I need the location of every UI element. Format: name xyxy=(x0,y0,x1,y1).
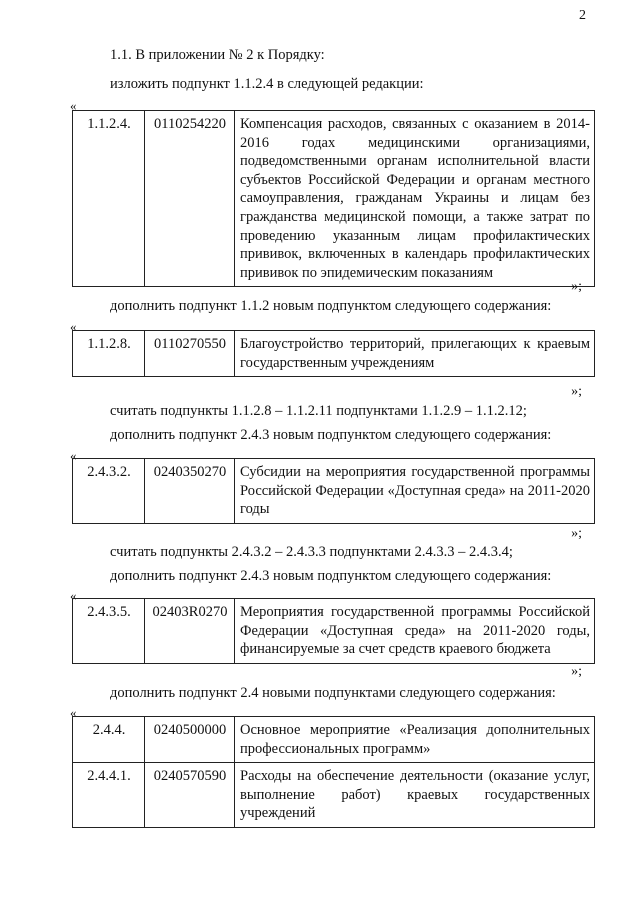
entry-table-2 xyxy=(72,330,595,377)
table-row xyxy=(73,599,595,664)
row-name: Субсидии на мероприятия государственной программы Российской Федерации «Доступная среда» на 2011-2020 годы xyxy=(235,459,595,524)
quote-close-1: »; xyxy=(571,279,582,294)
table-row xyxy=(73,459,595,524)
quote-close-6: »; xyxy=(571,664,582,679)
quote-open-2: « xyxy=(70,319,77,334)
quote-close-2: »; xyxy=(571,384,582,399)
row-code: 1.1.2.8. xyxy=(73,331,145,377)
instruction-5: считать подпункты 2.4.3.2 – 2.4.3.3 подпунктами 2.4.3.3 – 2.4.3.4; xyxy=(110,544,513,560)
row-code: 2.4.3.2. xyxy=(73,459,145,524)
row-kbk: 0240350270 xyxy=(145,459,235,524)
row-code: 2.4.3.5. xyxy=(73,599,145,664)
table-row xyxy=(73,717,595,763)
entry-table-4 xyxy=(72,458,595,524)
row-kbk: 0110254220 xyxy=(145,111,235,287)
row-name: Расходы на обеспечение деятельности (оказание услуг, выполнение работ) краевых государственных учреждений xyxy=(235,763,595,828)
page-number: 2 xyxy=(579,8,586,23)
quote-close-4: »; xyxy=(571,526,582,541)
row-name: Благоустройство территорий, прилегающих к краевым государственным учреждениям xyxy=(235,331,595,377)
instruction-7: дополнить подпункт 2.4 новыми подпунктами следующего содержания: xyxy=(110,685,556,701)
section-heading: 1.1. В приложении № 2 к Порядку: xyxy=(110,47,325,63)
table-row xyxy=(73,331,595,377)
row-name: Мероприятия государственной программы Российской Федерации «Доступная среда» на 2011-2020 годы, финансируемые за счет средств краевого бюджета xyxy=(235,599,595,664)
row-name: Компенсация расходов, связанных с оказанием в 2014-2016 годах медицинскими организациями, подведомственными органам исполнительной власти субъектов Российской Федерации и органам местного самоуправления, гражданам Украины и лицам без гражданства медицинской помощи, а также затрат по проведению указанным лицам профилактических прививок, включенных в календарь профилактических прививок по эпидемическим показаниям xyxy=(235,111,595,287)
quote-open-7: « xyxy=(70,705,77,720)
row-code: 2.4.4. xyxy=(73,717,145,763)
row-name: Основное мероприятие «Реализация дополнительных профессиональных программ» xyxy=(235,717,595,763)
row-kbk: 0110270550 xyxy=(145,331,235,377)
table-row xyxy=(73,763,595,828)
row-kbk: 0240570590 xyxy=(145,763,235,828)
instruction-3: считать подпункты 1.1.2.8 – 1.1.2.11 подпунктами 1.1.2.9 – 1.1.2.12; xyxy=(110,403,527,419)
table-row xyxy=(73,111,595,287)
quote-open-6: « xyxy=(70,588,77,603)
quote-open-1: « xyxy=(70,98,77,113)
instruction-1: изложить подпункт 1.1.2.4 в следующей редакции: xyxy=(110,76,424,92)
row-code: 2.4.4.1. xyxy=(73,763,145,828)
instruction-2: дополнить подпункт 1.1.2 новым подпунктом следующего содержания: xyxy=(110,298,552,314)
quote-open-4: « xyxy=(70,448,77,463)
entry-table-6 xyxy=(72,598,595,664)
row-kbk: 0240500000 xyxy=(145,717,235,763)
row-code: 1.1.2.4. xyxy=(73,111,145,287)
instruction-4: дополнить подпункт 2.4.3 новым подпунктом следующего содержания: xyxy=(110,427,552,443)
row-kbk: 02403R0270 xyxy=(145,599,235,664)
entry-table-1 xyxy=(72,110,595,287)
entry-table-7 xyxy=(72,716,595,828)
instruction-6: дополнить подпункт 2.4.3 новым подпунктом следующего содержания: xyxy=(110,568,552,584)
